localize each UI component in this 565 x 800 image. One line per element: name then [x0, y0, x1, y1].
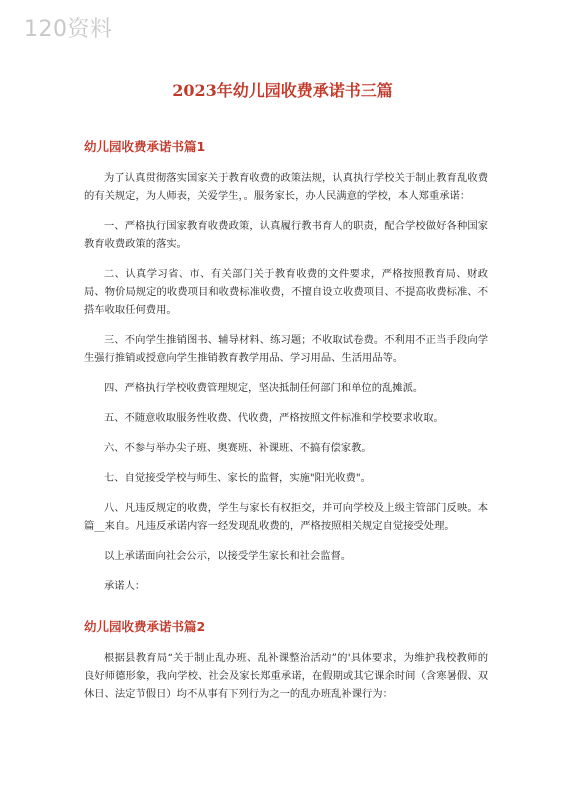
- paragraph: 七、自觉接受学校与师生、家长的监督，实施"阳光收费"。: [104, 472, 371, 484]
- section-heading: 幼儿园收费承诺书篇1: [84, 139, 206, 154]
- document-title: 2023年幼儿园收费承诺书三篇: [172, 81, 393, 100]
- section-1: [84, 137, 488, 607]
- paragraph: 二、认真学习省、市、有关部门关于教育收费的文件要求，严格按照教育局、财政局、物价局规定的收费项目和收费标准收费，不擅自设立收费项目、不提高收费标准、不搭车收取任何费用。: [84, 268, 488, 316]
- paragraph: 为了认真贯彻落实国家关于教育收费的政策法规，认真执行学校关于制止教育乱收费的有关规定，为人师表，关爱学生，。服务家长，办人民满意的学校，本人郑重承诺：: [84, 172, 488, 202]
- section-heading: 幼儿园收费承诺书篇2: [84, 619, 206, 634]
- signature-line: 承诺人：: [104, 580, 146, 592]
- paragraph: 以上承诺面向社会公示，以接受学生家长和社会监督。: [104, 550, 352, 562]
- paragraph: 八、凡违反规定的收费，学生与家长有权拒交，并可向学校及上级主管部门反映。本篇__来自。凡违反承诺内容一经发现乱收费的，严格按照相关规定自觉接受处理。: [84, 502, 488, 532]
- paragraph: 根据县教育局“关于制止乱办班、乱补课整治活动”的'具体要求，为维护我校教师的良好师德形象，我向学校、社会及家长郑重承诺，在假期或其它课余时间（含寒暑假、双休日、法定节假日）均不从事有下列行为之一的乱办班乱补课行为：: [84, 652, 488, 700]
- paragraph: 三、不向学生推销图书、辅导材料、练习题；不收取试卷费。不利用不正当手段向学生强行推销或授意向学生推销教育教学用品、学习用品、生活用品等。: [84, 334, 488, 364]
- paragraph: 六、不参与举办尖子班、奥赛班、补课班、不搞有偿家教。: [104, 442, 372, 454]
- paragraph: 四、严格执行学校收费管理规定，坚决抵制任何部门和单位的乱摊派。: [104, 382, 424, 394]
- paragraph: 五、不随意收取服务性收费、代收费，严格按照文件标准和学校要求收取。: [104, 412, 444, 424]
- section-2: [84, 617, 488, 715]
- paragraph: 一、严格执行国家教育收费政策，认真履行教书育人的职责，配合学校做好各种国家教育收费政策的落实。: [84, 220, 488, 250]
- watermark: 120资料: [24, 17, 113, 42]
